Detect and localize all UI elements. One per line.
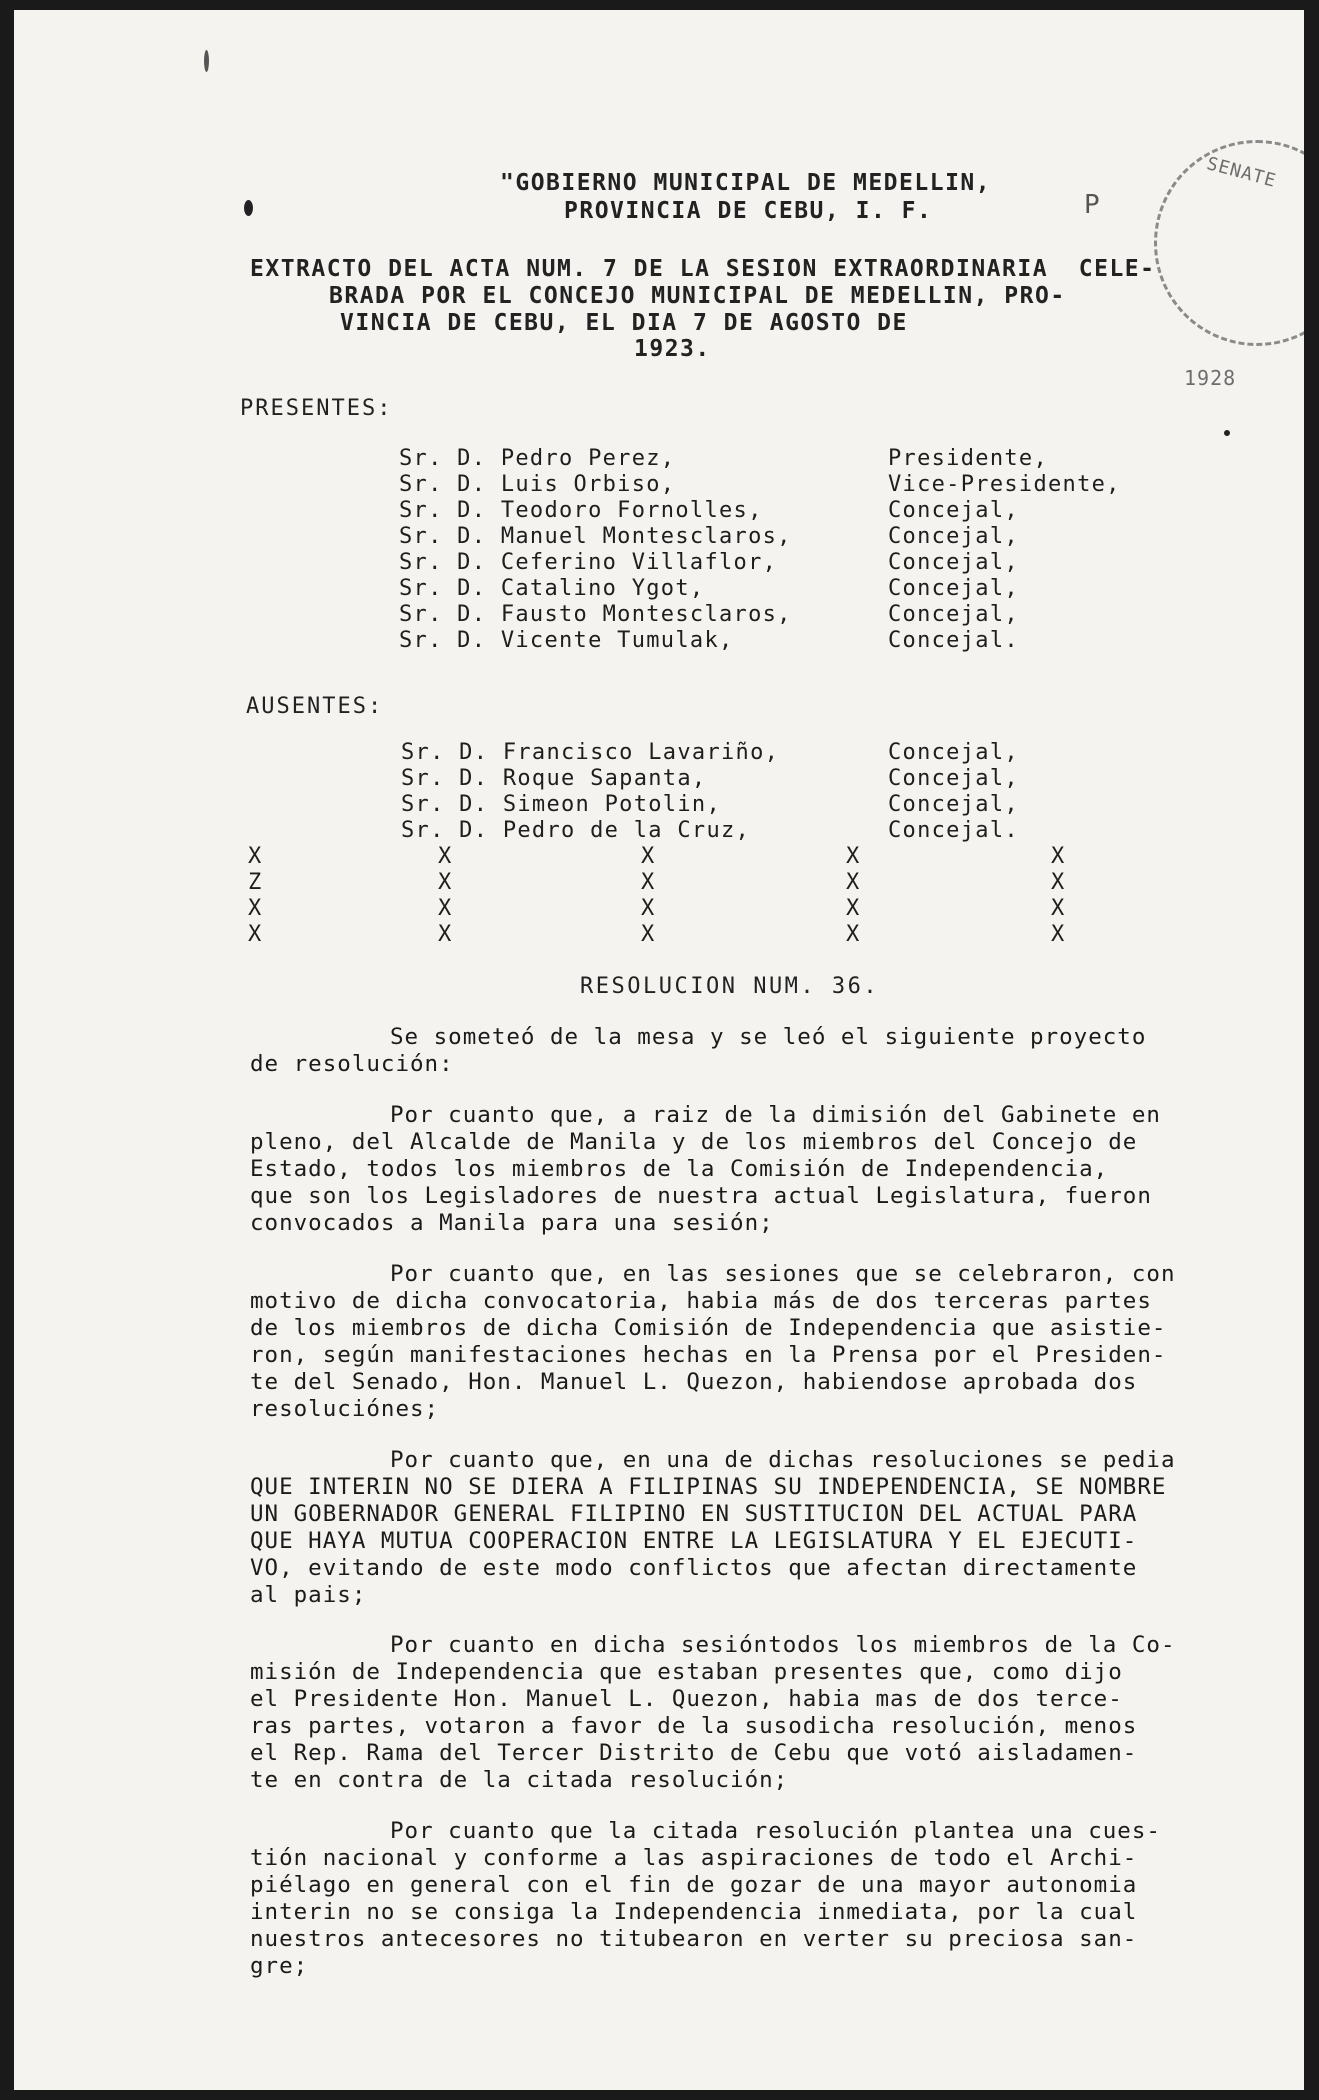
x-mark: X — [248, 922, 262, 947]
paragraph-line: motivo de dicha convocatoria, habia más de dos terceras partes — [250, 1288, 1152, 1314]
member-role: Concejal, — [888, 740, 1019, 765]
paragraph-line: ron, según manifestaciones hechas en la Prensa por el Presiden- — [250, 1342, 1167, 1368]
member-role: Presidente, — [888, 446, 1048, 471]
paragraph-line: QUE INTERIN NO SE DIERA A FILIPINAS SU INDEPENDENCIA, SE NOMBRE — [250, 1474, 1167, 1500]
paragraph-line: Por cuanto que la citada resolución plantea una cues- — [390, 1818, 1161, 1844]
member-name: Sr. D. Manuel Montesclaros, — [399, 524, 792, 549]
paragraph-line: ras partes, votaron a favor de la susodicha resolución, menos — [250, 1713, 1138, 1739]
paragraph-line: Estado, todos los miembros de la Comisión de Independencia, — [250, 1156, 1109, 1182]
paragraph — [250, 1818, 1255, 1980]
scan-speck — [244, 200, 253, 216]
header-line-2: PROVINCIA DE CEBU, I. F. — [564, 198, 933, 224]
paragraph-line: que son los Legisladores de nuestra actual Legislatura, fueron — [250, 1183, 1152, 1209]
member-role: Concejal, — [888, 792, 1019, 817]
x-mark: X — [1051, 844, 1065, 869]
scan-speck — [1224, 430, 1230, 436]
paragraph-line: QUE HAYA MUTUA COOPERACION ENTRE LA LEGISLATURA Y EL EJECUTI- — [250, 1528, 1138, 1554]
paragraph-line: gre; — [250, 1953, 309, 1979]
paragraph-line: misión de Independencia que estaban presentes que, como dijo — [250, 1659, 1123, 1685]
member-role: Concejal, — [888, 498, 1019, 523]
presentes-label: PRESENTES: — [240, 396, 393, 421]
paragraph-line: Por cuanto que, a raiz de la dimisión del Gabinete en — [390, 1102, 1161, 1128]
paragraph-line: te en contra de la citada resolución; — [250, 1767, 789, 1793]
member-name: Sr. D. Pedro Perez, — [399, 446, 676, 471]
paragraph-line: tión nacional y conforme a las aspiraciones de todo el Archi- — [250, 1845, 1138, 1871]
member-name: Sr. D. Roque Sapanta, — [401, 766, 707, 791]
title-line-2: BRADA POR EL CONCEJO MUNICIPAL DE MEDELLIN, PRO- — [329, 283, 1066, 309]
x-mark: X — [438, 922, 452, 947]
member-name: Sr. D. Catalino Ygot, — [399, 576, 705, 601]
title-line-3: VINCIA DE CEBU, EL DIA 7 DE AGOSTO DE — [340, 310, 908, 336]
x-mark: X — [438, 870, 452, 895]
paragraph — [250, 1024, 1255, 1078]
member-name: Sr. D. Fausto Montesclaros, — [399, 602, 792, 627]
header-line-1: "GOBIERNO MUNICIPAL DE MEDELLIN, — [500, 170, 992, 196]
title-line-1: EXTRACTO DEL ACTA NUM. 7 DE LA SESION EXTRAORDINARIA CELE- — [250, 256, 1156, 282]
paragraph — [250, 1102, 1255, 1237]
stamp-year: 1928 — [1184, 366, 1237, 390]
member-role: Concejal, — [888, 766, 1019, 791]
paragraph-line: Por cuanto que, en una de dichas resoluciones se pedia — [390, 1447, 1176, 1473]
x-mark: X — [641, 922, 655, 947]
member-role: Concejal, — [888, 576, 1019, 601]
document-page — [14, 10, 1304, 2090]
paragraph-line: UN GOBERNADOR GENERAL FILIPINO EN SUSTITUCION DEL ACTUAL PARA — [250, 1501, 1138, 1527]
x-mark: X — [1051, 896, 1065, 921]
paragraph-line: Por cuanto que, en las sesiones que se celebraron, con — [390, 1261, 1176, 1287]
x-mark: X — [248, 896, 262, 921]
resolution-title: RESOLUCION NUM. 36. — [580, 974, 880, 999]
x-mark: X — [641, 896, 655, 921]
paragraph-line: de los miembros de dicha Comisión de Independencia que asistie- — [250, 1315, 1167, 1341]
member-name: Sr. D. Luis Orbiso, — [399, 472, 676, 497]
paragraph — [250, 1632, 1255, 1794]
paragraph-line: convocados a Manila para una sesión; — [250, 1210, 774, 1236]
paragraph-line: el Rep. Rama del Tercer Distrito de Cebu que votó aisladamen- — [250, 1740, 1138, 1766]
paragraph-line: de resolución: — [250, 1051, 454, 1077]
member-name: Sr. D. Simeon Potolin, — [401, 792, 721, 817]
x-mark: X — [846, 922, 860, 947]
x-mark: X — [846, 844, 860, 869]
paragraph — [250, 1261, 1255, 1423]
paragraph-line: nuestros antecesores no titubearon en verter su preciosa san- — [250, 1926, 1138, 1952]
member-role: Concejal. — [888, 628, 1019, 653]
title-line-4: 1923. — [634, 336, 711, 362]
member-role: Concejal, — [888, 524, 1019, 549]
member-role: Vice-Presidente, — [888, 472, 1121, 497]
scan-speck — [204, 50, 209, 72]
member-name: Sr. D. Francisco Lavariño, — [401, 740, 780, 765]
paragraph-line: resoluciónes; — [250, 1396, 440, 1422]
paragraph-line: Se someteó de la mesa y se leó el siguiente proyecto — [390, 1024, 1147, 1050]
member-name: Sr. D. Vicente Tumulak, — [399, 628, 734, 653]
x-mark: X — [641, 844, 655, 869]
member-name: Sr. D. Teodoro Fornolles, — [399, 498, 763, 523]
member-name: Sr. D. Ceferino Villaflor, — [399, 550, 778, 575]
x-mark: X — [846, 870, 860, 895]
paragraph-line: VO, evitando de este modo conflictos que afectan directamente — [250, 1555, 1138, 1581]
x-mark: X — [641, 870, 655, 895]
paragraph-line: al pais; — [250, 1582, 367, 1608]
x-mark: X — [438, 844, 452, 869]
member-role: Concejal. — [888, 818, 1019, 843]
member-name: Sr. D. Pedro de la Cruz, — [401, 818, 751, 843]
paragraph — [250, 1447, 1255, 1609]
x-mark: Z — [248, 870, 262, 895]
paragraph-line: te del Senado, Hon. Manuel L. Quezon, habiendose aprobada dos — [250, 1369, 1138, 1395]
paragraph-line: el Presidente Hon. Manuel L. Quezon, habia mas de dos terce- — [250, 1686, 1123, 1712]
x-mark: X — [438, 896, 452, 921]
member-role: Concejal, — [888, 602, 1019, 627]
paragraph-line: pleno, del Alcalde de Manila y de los miembros del Concejo de — [250, 1129, 1138, 1155]
stamp-mark: P — [1084, 190, 1101, 220]
x-mark: X — [1051, 870, 1065, 895]
member-role: Concejal, — [888, 550, 1019, 575]
paragraph-line: Por cuanto en dicha sesióntodos los miembros de la Co- — [390, 1632, 1176, 1658]
ausentes-label: AUSENTES: — [246, 694, 384, 719]
paragraph-line: interin no se consiga la Independencia inmediata, por la cual — [250, 1899, 1138, 1925]
x-mark: X — [1051, 922, 1065, 947]
paragraph-line: piélago en general con el fin de gozar de una mayor autonomia — [250, 1872, 1138, 1898]
x-mark: X — [846, 896, 860, 921]
x-mark: X — [248, 844, 262, 869]
stamp-label: SENATE — [1204, 153, 1279, 192]
